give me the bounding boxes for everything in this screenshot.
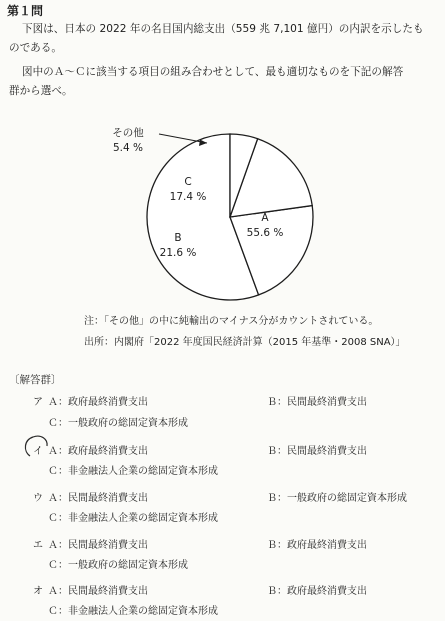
option-i-item-a: Ａ：政府最終消費支出	[48, 446, 148, 457]
option-u-marker[interactable]: ウ	[33, 493, 43, 504]
question-text-line2: のである。	[9, 42, 62, 54]
option-e-item-a: Ａ：民間最終消費支出	[48, 540, 148, 551]
option-e-marker[interactable]: エ	[33, 540, 43, 551]
pie-slice-label-3: C	[184, 176, 192, 188]
option-a-item-a: Ａ：政府最終消費支出	[48, 397, 148, 408]
option-i-item-c: Ｃ：非金融法人企業の総固定資本形成	[48, 466, 218, 477]
pie-slice-value-3: 17.4 %	[169, 191, 207, 203]
option-o-item-c: Ｃ：非金融法人企業の総固定資本形成	[48, 606, 218, 617]
option-e-item-b: Ｂ：政府最終消費支出	[267, 540, 367, 551]
pie-slice-label-1: A	[261, 212, 269, 224]
chart-source: 出所：内閣府「2022 年度国民経済計算（2015 年基準・2008 SNA）」	[84, 337, 406, 348]
option-i-marker[interactable]: イ	[33, 446, 43, 457]
answer-group-heading: 〔解答群〕	[9, 374, 62, 386]
option-e-item-c: Ｃ：一般政府の総固定資本形成	[48, 560, 188, 571]
question-text-line4: 群から選べ。	[9, 85, 73, 97]
question-text-line1: 下図は、日本の 2022 年の名目国内総支出（559 兆 7,101 億円）の内訳を示したも	[22, 23, 424, 35]
pie-slice-label-4: その他	[112, 127, 144, 139]
option-i-item-b: Ｂ：民間最終消費支出	[267, 446, 367, 457]
chart-note: 注：「その他」の中に純輸出のマイナス分がカウントされている。	[84, 316, 379, 327]
question-title: 第１問	[7, 4, 44, 18]
option-a-marker[interactable]: ア	[33, 397, 43, 408]
option-o-marker[interactable]: オ	[33, 586, 43, 597]
pie-slice-label-2: B	[174, 232, 182, 244]
option-a-item-b: Ｂ：民間最終消費支出	[267, 397, 367, 408]
option-u-item-a: Ａ：民間最終消費支出	[48, 493, 148, 504]
option-o-item-a: Ａ：民間最終消費支出	[48, 586, 148, 597]
option-u-item-c: Ｃ：非金融法人企業の総固定資本形成	[48, 513, 218, 524]
option-u-item-b: Ｂ：一般政府の総固定資本形成	[267, 493, 407, 504]
pie-slice-value-2: 21.6 %	[159, 247, 197, 259]
question-text-line3: 図中のＡ～Ｃに該当する項目の組み合わせとして、最も適切なものを下記の解答	[22, 66, 404, 78]
option-a-item-c: Ｃ：一般政府の総固定資本形成	[48, 418, 188, 429]
pie-slice-value-1: 55.6 %	[246, 227, 284, 239]
option-o-item-b: Ｂ：政府最終消費支出	[267, 586, 367, 597]
handwritten-circle-mark	[20, 432, 52, 462]
pie-slice-value-4: 5.4 %	[112, 142, 144, 154]
